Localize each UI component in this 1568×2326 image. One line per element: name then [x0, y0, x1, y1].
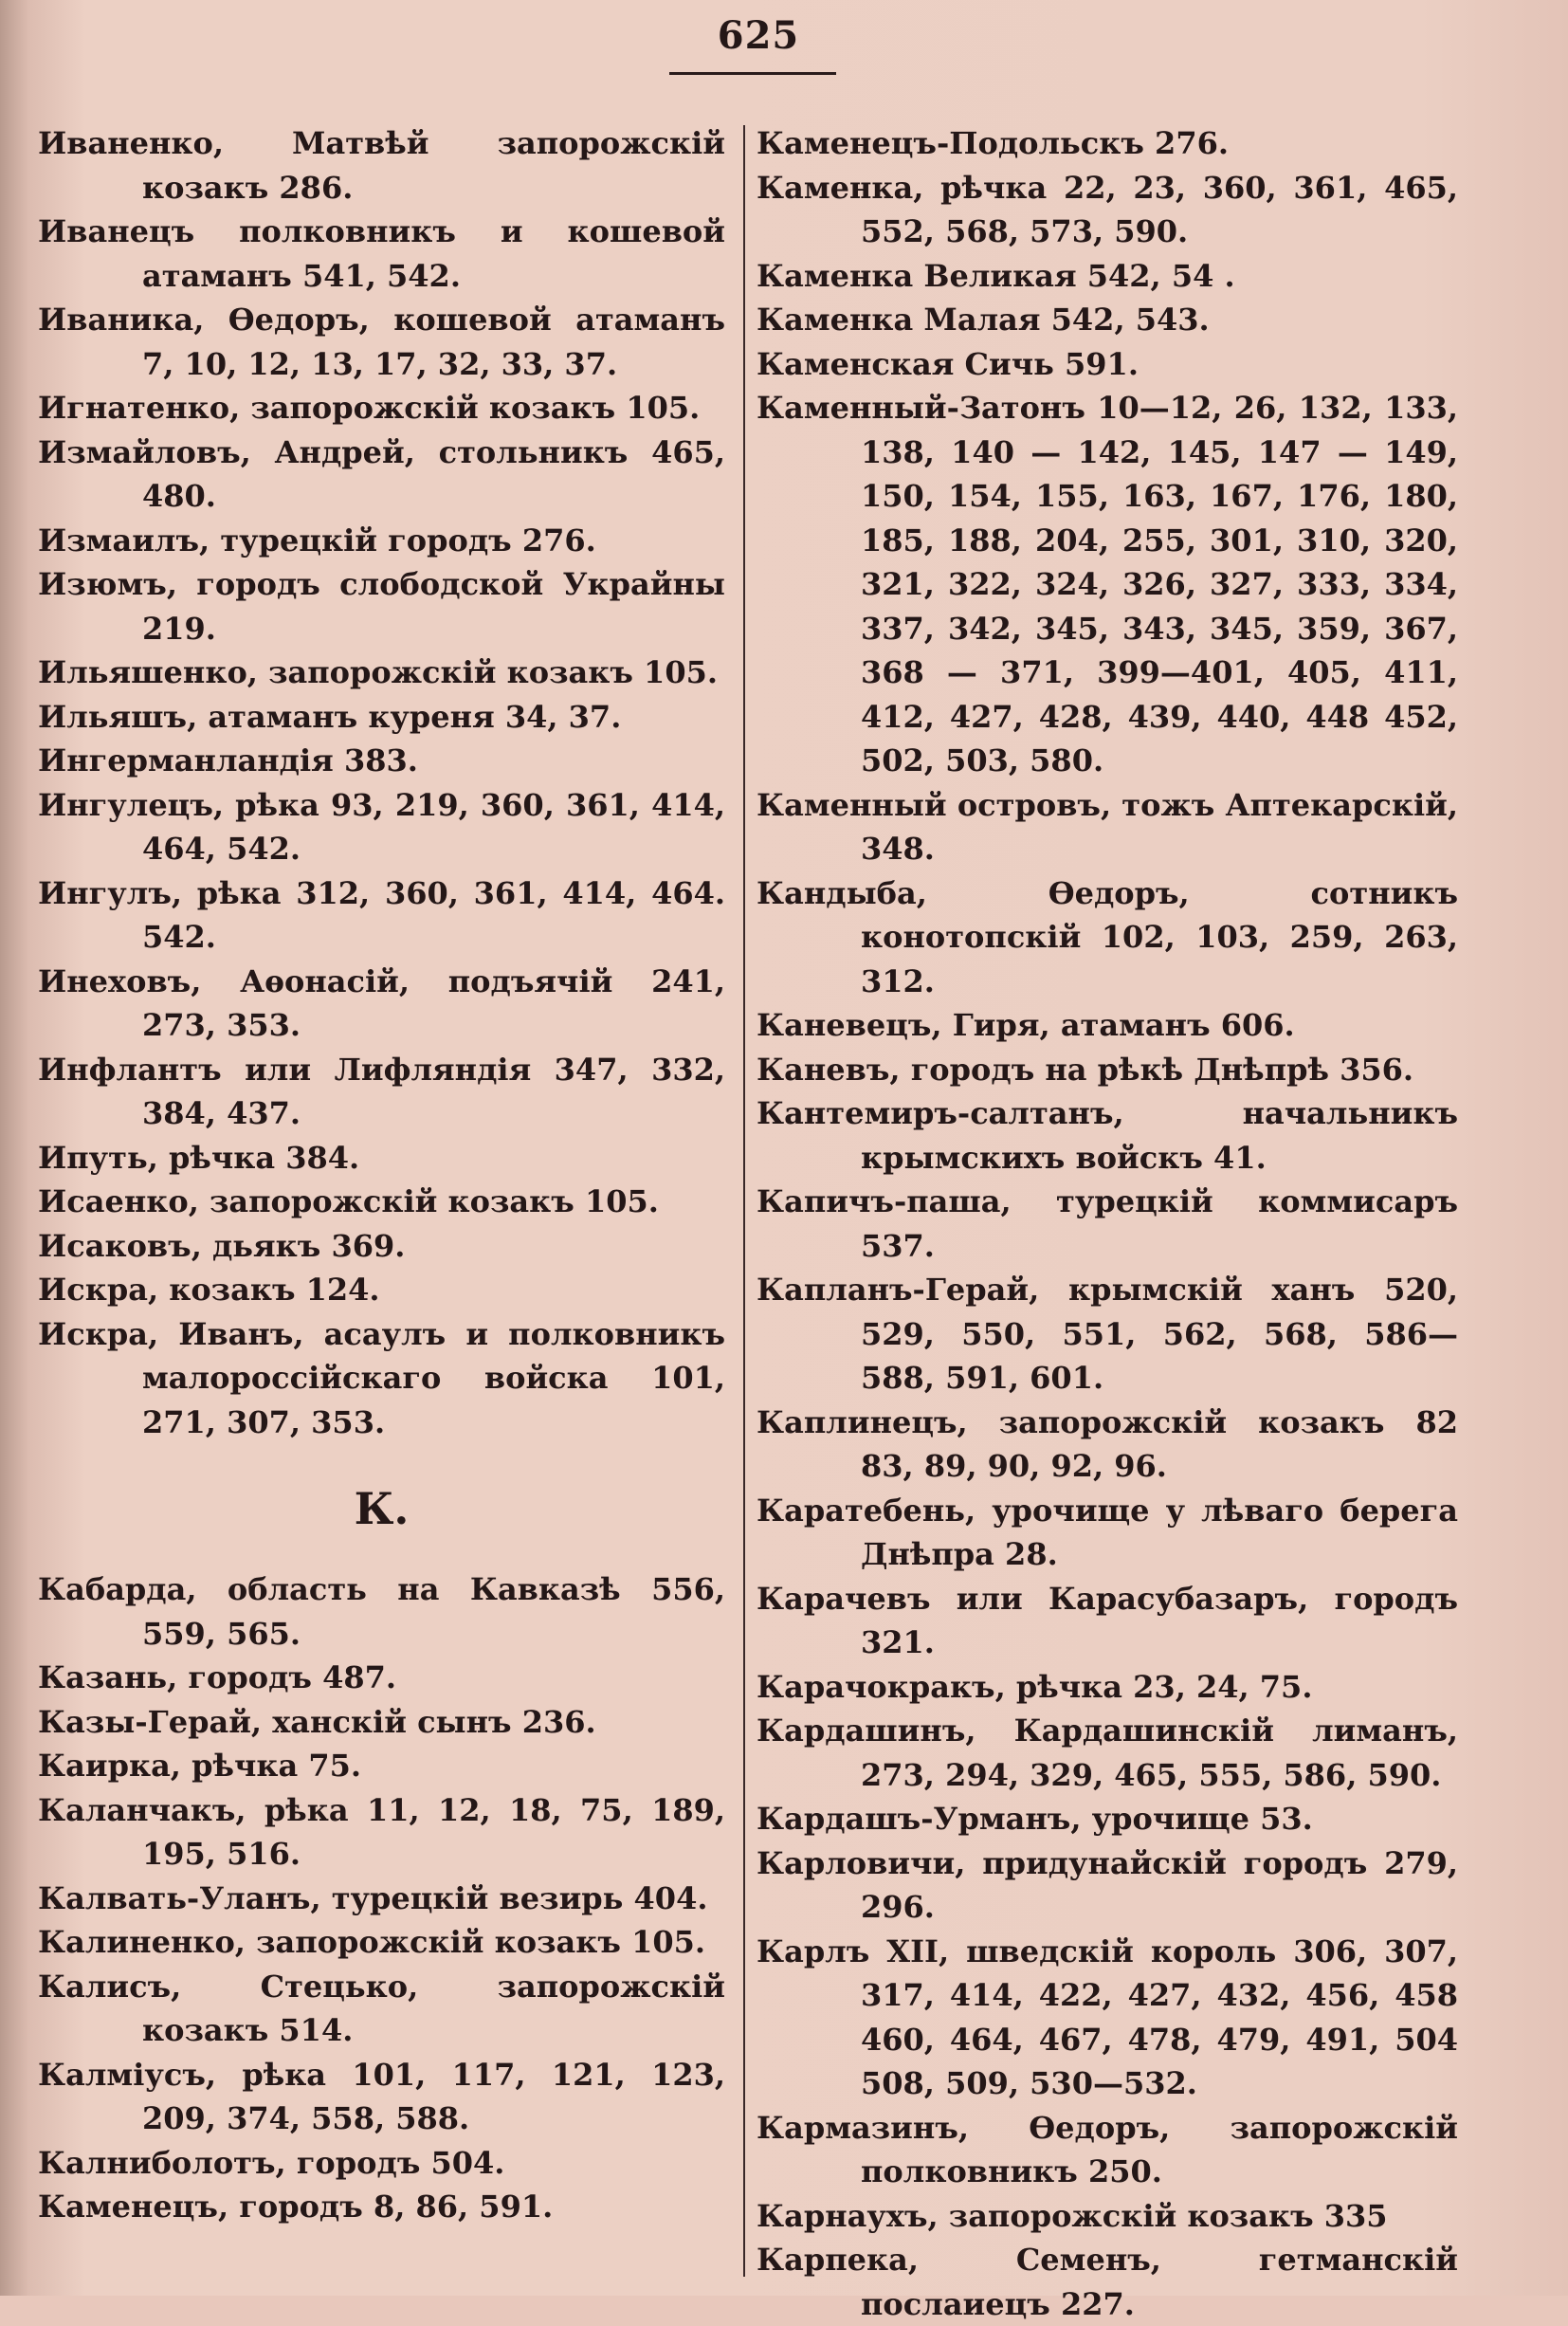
index-entry: Каланчакъ, рѣка 11, 12, 18, 75, 189, 195, 516. [38, 1791, 725, 1872]
index-entry: Карловичи, придунайскій городъ 279, 296. [757, 1844, 1458, 1925]
index-entry: Ильяшенко, запорожскій козакъ 105. [38, 654, 718, 690]
index-entry: Каменный островъ, тожъ Аптекарскій, 348. [757, 786, 1458, 867]
index-entry: Карачевъ или Карасубазаръ, городъ 321. [757, 1580, 1458, 1660]
index-entry: Иваника, Ѳедоръ, кошевой атаманъ 7, 10, 12, 13, 17, 32, 33, 37. [38, 302, 725, 382]
index-entry: Каменская Сичь 591. [757, 345, 1139, 382]
index-entry: Каменный-Затонъ 10—12, 26, 132, 133, 138, 140 — 142, 145, 147 — 149, 150, 154, 155, 163, 167, 176, 180, 185, 188, 204, 255, 301, 310, 320, 321, 322, 324, 326, 327, 333, 334, 337, 342, 345, 343, 345, 359, 367, 368 — 371, 399—401, 405, 411, 412, 427, 428, 439, 440, 448 452, 502, 503, 580. [757, 390, 1458, 778]
index-entry: Каменецъ, городъ 8, 86, 591. [38, 2189, 554, 2225]
index-entry: Ингулъ, рѣка 312, 360, 361, 414, 464. 542. [38, 874, 725, 955]
index-entry: Ильяшъ, атаманъ куреня 34, 37. [38, 698, 622, 735]
index-entry: Каменка, рѣчка 22, 23, 360, 361, 465, 552, 568, 573, 590. [757, 169, 1458, 249]
index-entry: Калвать-Уланъ, турецкій везирь 404. [38, 1879, 708, 1916]
index-entry: Ингерманландія 383. [38, 742, 418, 778]
index-entry: Измаилъ, турецкій городъ 276. [38, 522, 596, 559]
index-entry: Карачокракъ, рѣчка 23, 24, 75. [757, 1668, 1313, 1705]
index-entry: Кармазинъ, Ѳедоръ, запорожскій полковникъ 250. [757, 2109, 1458, 2189]
index-entry: Кардашъ-Урманъ, урочище 53. [757, 1801, 1313, 1837]
index-entry: Карпека, Семенъ, гетманскій послаиецъ 227. [757, 2242, 1458, 2322]
section-letter: К. [354, 1483, 410, 1534]
index-entry: Каменецъ-Подольскъ 276. [757, 125, 1229, 161]
index-entry: Каневецъ, Гиря, атаманъ 606. [757, 1007, 1295, 1043]
index-entry: Иваненко, Матвѣй запорожскій козакъ 286. [38, 125, 725, 206]
left-column [38, 121, 725, 2229]
index-entry: Кандыба, Ѳедоръ, сотникъ конотопскій 102, 103, 259, 263, 312. [757, 874, 1458, 999]
index-entry: Каирка, рѣчка 75. [38, 1748, 362, 1784]
index-entry: Каплинецъ, запорожскій козакъ 82 83, 89, 90, 92, 96. [757, 1403, 1458, 1484]
index-entry: Изюмъ, городъ слободской Украйны 219. [38, 566, 725, 647]
right-entries [757, 121, 1458, 2326]
index-entry: Казань, городъ 487. [38, 1659, 397, 1695]
index-entry: Каратебень, урочище у лѣваго берега Днѣпра 28. [757, 1492, 1458, 1572]
index-entry: Капланъ-Герай, крымскій ханъ 520, 529, 550, 551, 562, 568, 586— 588, 591, 601. [757, 1272, 1458, 1396]
index-entry: Искра, козакъ 124. [38, 1272, 380, 1308]
index-entry: Игнатенко, запорожскій козакъ 105. [38, 390, 701, 426]
index-entry: Кантемиръ-салтанъ, начальникъ крымскихъ войскъ 41. [757, 1095, 1458, 1176]
index-entry: Исаковъ, дьякъ 369. [38, 1227, 406, 1264]
index-entry: Калниболотъ, городъ 504. [38, 2144, 505, 2181]
index-entry: Искра, Иванъ, асаулъ и полковникъ малороссійскаго войска 101, 271, 307, 353. [38, 1315, 725, 1440]
page-number: 625 [717, 13, 800, 58]
page-number-rule [669, 72, 836, 75]
index-entry: Каменка Великая 542, 54 . [757, 257, 1235, 294]
index-entry: Калисъ, Стецько, запорожскій козакъ 514. [38, 1968, 725, 2048]
index-entry: Кабарда, область на Кавказѣ 556, 559, 565. [38, 1571, 725, 1652]
left-entries-k [38, 1567, 725, 2229]
index-entry: Измайловъ, Андрей, стольникъ 465, 480. [38, 433, 725, 514]
index-entry: Исаенко, запорожскій козакъ 105. [38, 1183, 659, 1219]
index-entry: Инеховъ, Аѳонасій, подъячій 241, 273, 353. [38, 962, 725, 1043]
left-entries-top [38, 121, 725, 1444]
index-entry: Каменка Малая 542, 543. [757, 302, 1210, 338]
index-entry: Казы-Герай, ханскій сынъ 236. [38, 1703, 596, 1740]
index-entry: Ингулецъ, рѣка 93, 219, 360, 361, 414, 464, 542. [38, 786, 725, 867]
index-entry: Карлъ XII, шведскій король 306, 307, 317, 414, 422, 427, 432, 456, 458 460, 464, 467, 478, 479, 491, 504 508, 509, 530—532. [757, 1932, 1458, 2101]
index-entry: Иванецъ полковникъ и кошевой атаманъ 541, 542. [38, 213, 725, 294]
right-column [757, 121, 1458, 2326]
index-entry: Каневъ, городъ на рѣкѣ Днѣпрѣ 356. [757, 1051, 1414, 1088]
index-entry: Калиненко, запорожскій козакъ 105. [38, 1924, 705, 1960]
index-entry: Инфлантъ или Лифляндія 347, 332, 384, 437. [38, 1051, 725, 1131]
index-entry: Калміусъ, рѣка 101, 117, 121, 123, 209, 374, 558, 588. [38, 2056, 725, 2136]
index-entry: Ипуть, рѣчка 384. [38, 1139, 360, 1176]
index-entry: Карнаухъ, запорожскій козакъ 335 [757, 2197, 1388, 2234]
column-divider [743, 125, 745, 2277]
index-entry: Кардашинъ, Кардашинскій лиманъ, 273, 294, 329, 465, 555, 586, 590. [757, 1712, 1458, 1793]
index-entry: Капичъ-паша, турецкій коммисаръ 537. [757, 1183, 1458, 1264]
